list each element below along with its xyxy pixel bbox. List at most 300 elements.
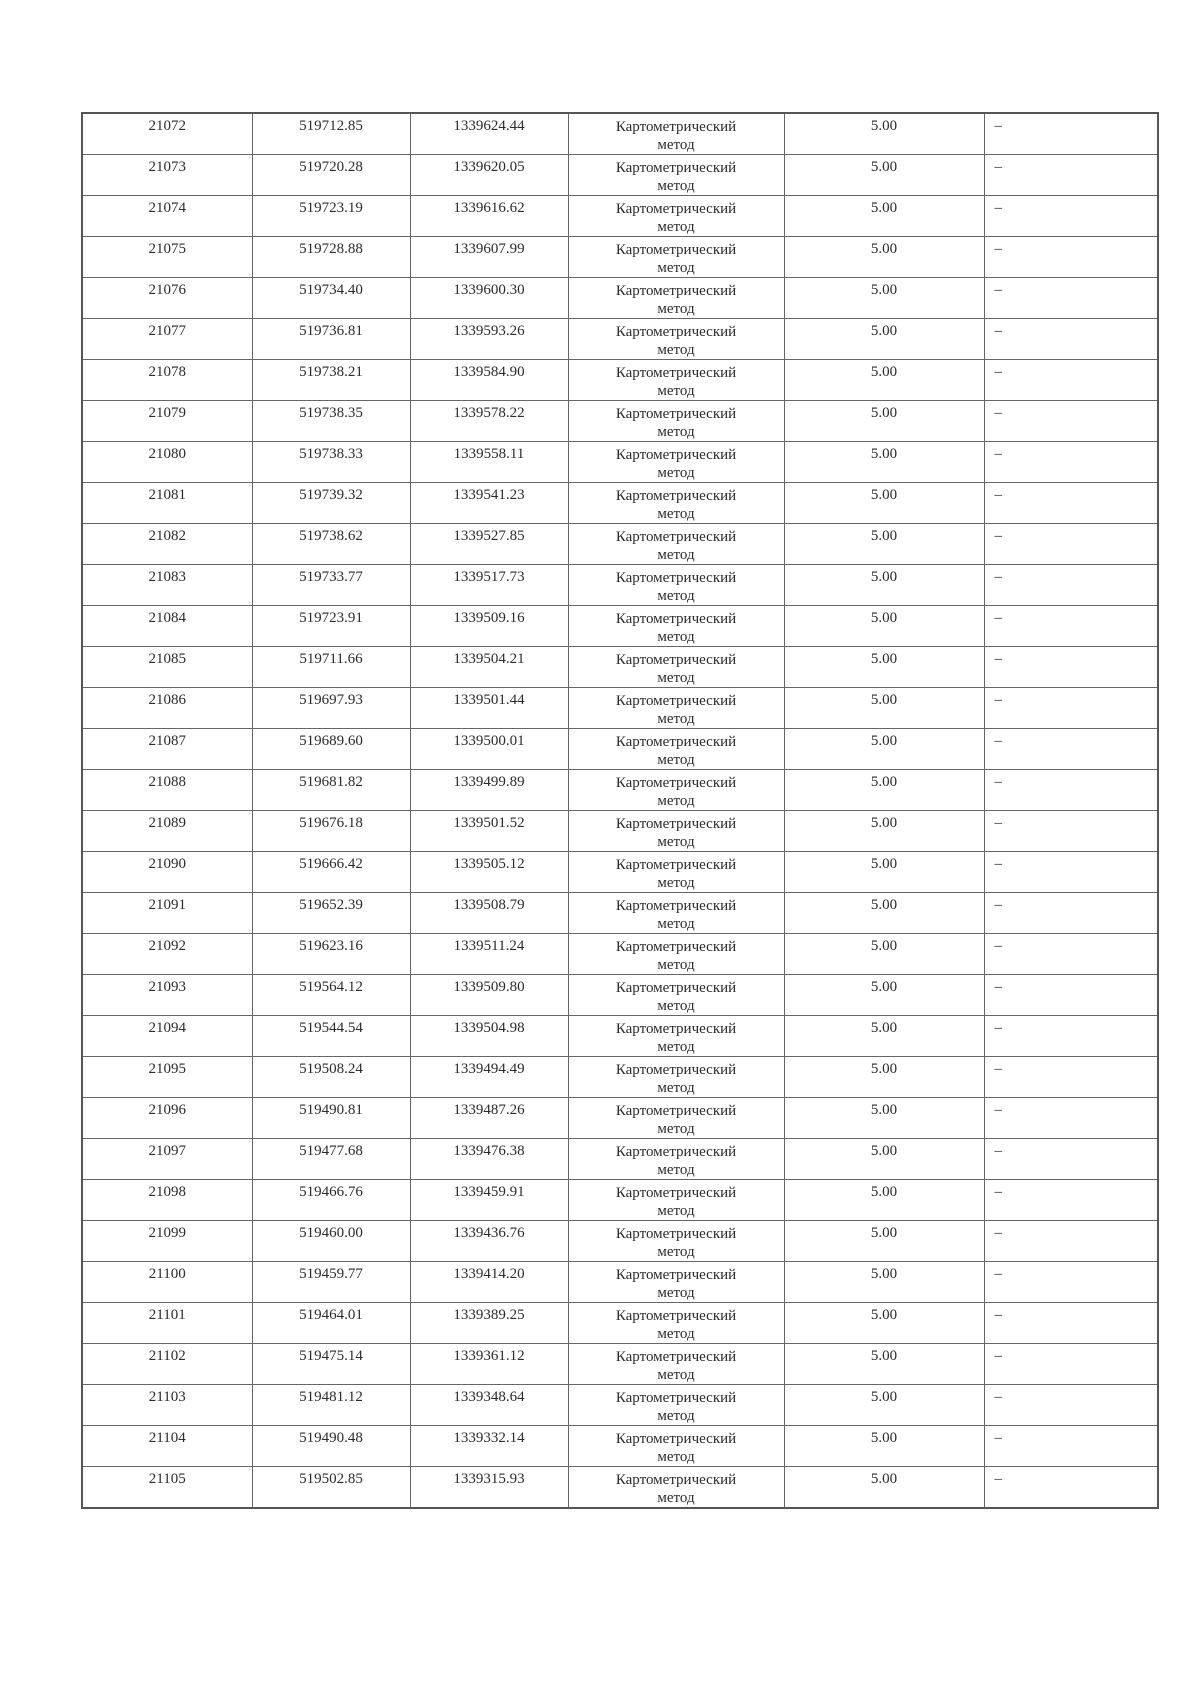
note-cell: – [984,811,1158,852]
method-text-line1: Картометрический [615,570,737,586]
table-row [82,1344,1158,1385]
x-coordinate-cell: 519733.77 [252,565,410,606]
y-coordinate-cell: 1339600.30 [410,278,568,319]
method-text-line1: Картометрический [615,857,737,873]
x-coordinate-cell: 519738.62 [252,524,410,565]
y-coordinate-cell: 1339332.14 [410,1426,568,1467]
y-coordinate-cell: 1339504.98 [410,1016,568,1057]
accuracy-cell: 5.00 [784,770,984,811]
table-row [82,688,1158,729]
point-number-cell: 21096 [82,1098,252,1139]
accuracy-cell: 5.00 [784,606,984,647]
note-cell: – [984,196,1158,237]
method-text-line1: Картометрический [615,980,737,996]
y-coordinate-cell: 1339459.91 [410,1180,568,1221]
x-coordinate-cell: 519689.60 [252,729,410,770]
method-text-line1: Картометрический [615,242,737,258]
point-number-cell: 21075 [82,237,252,278]
y-coordinate-cell: 1339508.79 [410,893,568,934]
method-text-line2: метод [657,301,695,317]
point-number-cell: 21081 [82,483,252,524]
method-text-line2: метод [657,1490,695,1506]
method-text-line2: метод [657,219,695,235]
accuracy-cell: 5.00 [784,1385,984,1426]
accuracy-cell: 5.00 [784,647,984,688]
point-number-cell: 21100 [82,1262,252,1303]
method-text-line2: метод [657,1449,695,1465]
method-cell [568,237,784,278]
method-text-line2: метод [657,424,695,440]
method-cell [568,852,784,893]
method-text-line1: Картометрический [615,816,737,832]
method-cell [568,1139,784,1180]
method-text-line2: метод [657,1326,695,1342]
note-cell: – [984,1262,1158,1303]
accuracy-cell: 5.00 [784,1016,984,1057]
x-coordinate-cell: 519464.01 [252,1303,410,1344]
accuracy-cell: 5.00 [784,852,984,893]
method-text-line1: Картометрический [615,1472,737,1488]
y-coordinate-cell: 1339620.05 [410,155,568,196]
table-row [82,975,1158,1016]
method-cell [568,278,784,319]
method-text-line1: Картометрический [615,1185,737,1201]
table-row [82,1426,1158,1467]
y-coordinate-cell: 1339504.21 [410,647,568,688]
point-number-cell: 21084 [82,606,252,647]
note-cell: – [984,606,1158,647]
accuracy-cell: 5.00 [784,1057,984,1098]
method-cell [568,1385,784,1426]
table-row [82,401,1158,442]
method-text-line1: Картометрический [615,898,737,914]
point-number-cell: 21074 [82,196,252,237]
method-cell [568,113,784,155]
table-row [82,1221,1158,1262]
table-row [82,1180,1158,1221]
table-row [82,852,1158,893]
method-text-line1: Картометрический [615,406,737,422]
method-text-line1: Картометрический [615,1390,737,1406]
y-coordinate-cell: 1339558.11 [410,442,568,483]
method-cell [568,1262,784,1303]
note-cell: – [984,113,1158,155]
x-coordinate-cell: 519460.00 [252,1221,410,1262]
method-cell [568,524,784,565]
point-number-cell: 21077 [82,319,252,360]
point-number-cell: 21090 [82,852,252,893]
note-cell: – [984,524,1158,565]
method-text-line1: Картометрический [615,1267,737,1283]
method-text-line1: Картометрический [615,775,737,791]
point-number-cell: 21080 [82,442,252,483]
method-text-line2: метод [657,588,695,604]
note-cell: – [984,934,1158,975]
method-cell [568,893,784,934]
method-text-line1: Картометрический [615,447,737,463]
method-cell [568,1344,784,1385]
method-text-line2: метод [657,793,695,809]
accuracy-cell: 5.00 [784,934,984,975]
table-row [82,565,1158,606]
point-number-cell: 21083 [82,565,252,606]
accuracy-cell: 5.00 [784,688,984,729]
y-coordinate-cell: 1339607.99 [410,237,568,278]
y-coordinate-cell: 1339509.80 [410,975,568,1016]
table-row [82,770,1158,811]
y-coordinate-cell: 1339361.12 [410,1344,568,1385]
method-text-line2: метод [657,670,695,686]
method-cell [568,811,784,852]
table-row [82,606,1158,647]
method-cell [568,688,784,729]
y-coordinate-cell: 1339501.44 [410,688,568,729]
method-text-line2: метод [657,875,695,891]
y-coordinate-cell: 1339315.93 [410,1467,568,1509]
method-cell [568,1303,784,1344]
accuracy-cell: 5.00 [784,360,984,401]
method-text-line2: метод [657,1367,695,1383]
x-coordinate-cell: 519728.88 [252,237,410,278]
x-coordinate-cell: 519711.66 [252,647,410,688]
x-coordinate-cell: 519666.42 [252,852,410,893]
method-text-line2: метод [657,629,695,645]
x-coordinate-cell: 519477.68 [252,1139,410,1180]
y-coordinate-cell: 1339517.73 [410,565,568,606]
y-coordinate-cell: 1339501.52 [410,811,568,852]
point-number-cell: 21088 [82,770,252,811]
note-cell: – [984,975,1158,1016]
method-cell [568,1221,784,1262]
method-cell [568,401,784,442]
note-cell: – [984,1221,1158,1262]
note-cell: – [984,893,1158,934]
method-text-line2: метод [657,137,695,153]
point-number-cell: 21091 [82,893,252,934]
accuracy-cell: 5.00 [784,1344,984,1385]
method-cell [568,360,784,401]
x-coordinate-cell: 519490.48 [252,1426,410,1467]
note-cell: – [984,360,1158,401]
accuracy-cell: 5.00 [784,155,984,196]
method-text-line1: Картометрический [615,365,737,381]
table-row [82,1303,1158,1344]
point-number-cell: 21103 [82,1385,252,1426]
accuracy-cell: 5.00 [784,196,984,237]
note-cell: – [984,1180,1158,1221]
table-row [82,1262,1158,1303]
point-number-cell: 21086 [82,688,252,729]
x-coordinate-cell: 519738.33 [252,442,410,483]
point-number-cell: 21092 [82,934,252,975]
method-text-line1: Картометрический [615,1349,737,1365]
x-coordinate-cell: 519697.93 [252,688,410,729]
y-coordinate-cell: 1339541.23 [410,483,568,524]
y-coordinate-cell: 1339593.26 [410,319,568,360]
accuracy-cell: 5.00 [784,113,984,155]
x-coordinate-cell: 519502.85 [252,1467,410,1509]
table-body [82,113,1158,1508]
method-text-line1: Картометрический [615,734,737,750]
method-cell [568,155,784,196]
x-coordinate-cell: 519720.28 [252,155,410,196]
point-number-cell: 21098 [82,1180,252,1221]
accuracy-cell: 5.00 [784,237,984,278]
point-number-cell: 21097 [82,1139,252,1180]
note-cell: – [984,1467,1158,1509]
accuracy-cell: 5.00 [784,1180,984,1221]
accuracy-cell: 5.00 [784,729,984,770]
method-text-line2: метод [657,1162,695,1178]
method-text-line1: Картометрический [615,1021,737,1037]
x-coordinate-cell: 519712.85 [252,113,410,155]
x-coordinate-cell: 519652.39 [252,893,410,934]
note-cell: – [984,1139,1158,1180]
y-coordinate-cell: 1339505.12 [410,852,568,893]
accuracy-cell: 5.00 [784,1303,984,1344]
method-text-line2: метод [657,383,695,399]
point-number-cell: 21101 [82,1303,252,1344]
table-row [82,811,1158,852]
note-cell: – [984,770,1158,811]
method-text-line2: метод [657,547,695,563]
accuracy-cell: 5.00 [784,1221,984,1262]
method-text-line2: метод [657,342,695,358]
method-text-line2: метод [657,1203,695,1219]
method-cell [568,1426,784,1467]
note-cell: – [984,319,1158,360]
x-coordinate-cell: 519723.19 [252,196,410,237]
method-text-line1: Картометрический [615,119,737,135]
table-row [82,934,1158,975]
method-text-line1: Картометрический [615,488,737,504]
method-cell [568,975,784,1016]
method-text-line2: метод [657,916,695,932]
point-number-cell: 21072 [82,113,252,155]
x-coordinate-cell: 519739.32 [252,483,410,524]
y-coordinate-cell: 1339436.76 [410,1221,568,1262]
accuracy-cell: 5.00 [784,524,984,565]
method-text-line2: метод [657,1080,695,1096]
table-row [82,483,1158,524]
method-text-line2: метод [657,1039,695,1055]
note-cell: – [984,1426,1158,1467]
x-coordinate-cell: 519723.91 [252,606,410,647]
table-row [82,278,1158,319]
x-coordinate-cell: 519734.40 [252,278,410,319]
y-coordinate-cell: 1339487.26 [410,1098,568,1139]
method-text-line2: метод [657,260,695,276]
method-text-line2: метод [657,506,695,522]
point-number-cell: 21082 [82,524,252,565]
method-text-line1: Картометрический [615,201,737,217]
method-text-line1: Картометрический [615,611,737,627]
x-coordinate-cell: 519738.21 [252,360,410,401]
y-coordinate-cell: 1339500.01 [410,729,568,770]
y-coordinate-cell: 1339616.62 [410,196,568,237]
point-number-cell: 21099 [82,1221,252,1262]
note-cell: – [984,688,1158,729]
table-row [82,1385,1158,1426]
method-text-line1: Картометрический [615,1062,737,1078]
note-cell: – [984,1057,1158,1098]
accuracy-cell: 5.00 [784,565,984,606]
accuracy-cell: 5.00 [784,1426,984,1467]
accuracy-cell: 5.00 [784,278,984,319]
y-coordinate-cell: 1339624.44 [410,113,568,155]
note-cell: – [984,401,1158,442]
point-number-cell: 21079 [82,401,252,442]
y-coordinate-cell: 1339509.16 [410,606,568,647]
method-cell [568,1180,784,1221]
note-cell: – [984,647,1158,688]
method-cell [568,483,784,524]
note-cell: – [984,1303,1158,1344]
note-cell: – [984,155,1158,196]
method-text-line2: метод [657,1244,695,1260]
method-text-line1: Картометрический [615,160,737,176]
method-cell [568,770,784,811]
table-row [82,1016,1158,1057]
x-coordinate-cell: 519736.81 [252,319,410,360]
method-text-line2: метод [657,1285,695,1301]
method-cell [568,1098,784,1139]
x-coordinate-cell: 519459.77 [252,1262,410,1303]
note-cell: – [984,483,1158,524]
table-row [82,729,1158,770]
method-text-line1: Картометрический [615,529,737,545]
table-row [82,1139,1158,1180]
table-row [82,360,1158,401]
note-cell: – [984,1344,1158,1385]
note-cell: – [984,237,1158,278]
table-row [82,1467,1158,1509]
note-cell: – [984,1098,1158,1139]
method-text-line1: Картометрический [615,1431,737,1447]
accuracy-cell: 5.00 [784,1098,984,1139]
x-coordinate-cell: 519738.35 [252,401,410,442]
y-coordinate-cell: 1339389.25 [410,1303,568,1344]
accuracy-cell: 5.00 [784,1262,984,1303]
accuracy-cell: 5.00 [784,319,984,360]
method-text-line1: Картометрический [615,324,737,340]
method-text-line1: Картометрический [615,1144,737,1160]
method-text-line2: метод [657,957,695,973]
point-number-cell: 21076 [82,278,252,319]
accuracy-cell: 5.00 [784,442,984,483]
method-cell [568,442,784,483]
x-coordinate-cell: 519508.24 [252,1057,410,1098]
method-text-line1: Картометрический [615,283,737,299]
table-row [82,1057,1158,1098]
x-coordinate-cell: 519544.54 [252,1016,410,1057]
point-number-cell: 21094 [82,1016,252,1057]
note-cell: – [984,1385,1158,1426]
method-text-line2: метод [657,465,695,481]
x-coordinate-cell: 519676.18 [252,811,410,852]
method-cell [568,1057,784,1098]
method-cell [568,606,784,647]
point-number-cell: 21093 [82,975,252,1016]
note-cell: – [984,565,1158,606]
point-number-cell: 21095 [82,1057,252,1098]
table-row [82,524,1158,565]
note-cell: – [984,1016,1158,1057]
point-number-cell: 21105 [82,1467,252,1509]
method-text-line2: метод [657,998,695,1014]
point-number-cell: 21087 [82,729,252,770]
method-text-line2: метод [657,834,695,850]
table-row [82,442,1158,483]
table-row [82,1098,1158,1139]
method-text-line2: метод [657,752,695,768]
x-coordinate-cell: 519490.81 [252,1098,410,1139]
y-coordinate-cell: 1339527.85 [410,524,568,565]
note-cell: – [984,729,1158,770]
x-coordinate-cell: 519623.16 [252,934,410,975]
accuracy-cell: 5.00 [784,483,984,524]
method-text-line1: Картометрический [615,693,737,709]
method-text-line2: метод [657,1408,695,1424]
method-text-line1: Картометрический [615,1226,737,1242]
method-cell [568,934,784,975]
y-coordinate-cell: 1339476.38 [410,1139,568,1180]
method-cell [568,319,784,360]
x-coordinate-cell: 519564.12 [252,975,410,1016]
method-text-line2: метод [657,178,695,194]
point-number-cell: 21073 [82,155,252,196]
method-cell [568,565,784,606]
table-row [82,893,1158,934]
method-text-line1: Картометрический [615,652,737,668]
method-text-line1: Картометрический [615,939,737,955]
y-coordinate-cell: 1339494.49 [410,1057,568,1098]
accuracy-cell: 5.00 [784,975,984,1016]
method-cell [568,647,784,688]
table-row [82,647,1158,688]
accuracy-cell: 5.00 [784,811,984,852]
method-text-line2: метод [657,711,695,727]
x-coordinate-cell: 519466.76 [252,1180,410,1221]
point-number-cell: 21085 [82,647,252,688]
accuracy-cell: 5.00 [784,1139,984,1180]
x-coordinate-cell: 519481.12 [252,1385,410,1426]
method-text-line2: метод [657,1121,695,1137]
note-cell: – [984,442,1158,483]
coordinates-table [81,112,1159,1509]
y-coordinate-cell: 1339511.24 [410,934,568,975]
point-number-cell: 21102 [82,1344,252,1385]
method-text-line1: Картометрический [615,1103,737,1119]
y-coordinate-cell: 1339584.90 [410,360,568,401]
point-number-cell: 21089 [82,811,252,852]
note-cell: – [984,278,1158,319]
y-coordinate-cell: 1339578.22 [410,401,568,442]
point-number-cell: 21078 [82,360,252,401]
x-coordinate-cell: 519681.82 [252,770,410,811]
table-row [82,319,1158,360]
accuracy-cell: 5.00 [784,401,984,442]
y-coordinate-cell: 1339414.20 [410,1262,568,1303]
table-row [82,113,1158,155]
note-cell: – [984,852,1158,893]
table-row [82,196,1158,237]
method-text-line1: Картометрический [615,1308,737,1324]
accuracy-cell: 5.00 [784,1467,984,1509]
accuracy-cell: 5.00 [784,893,984,934]
x-coordinate-cell: 519475.14 [252,1344,410,1385]
method-cell [568,1016,784,1057]
